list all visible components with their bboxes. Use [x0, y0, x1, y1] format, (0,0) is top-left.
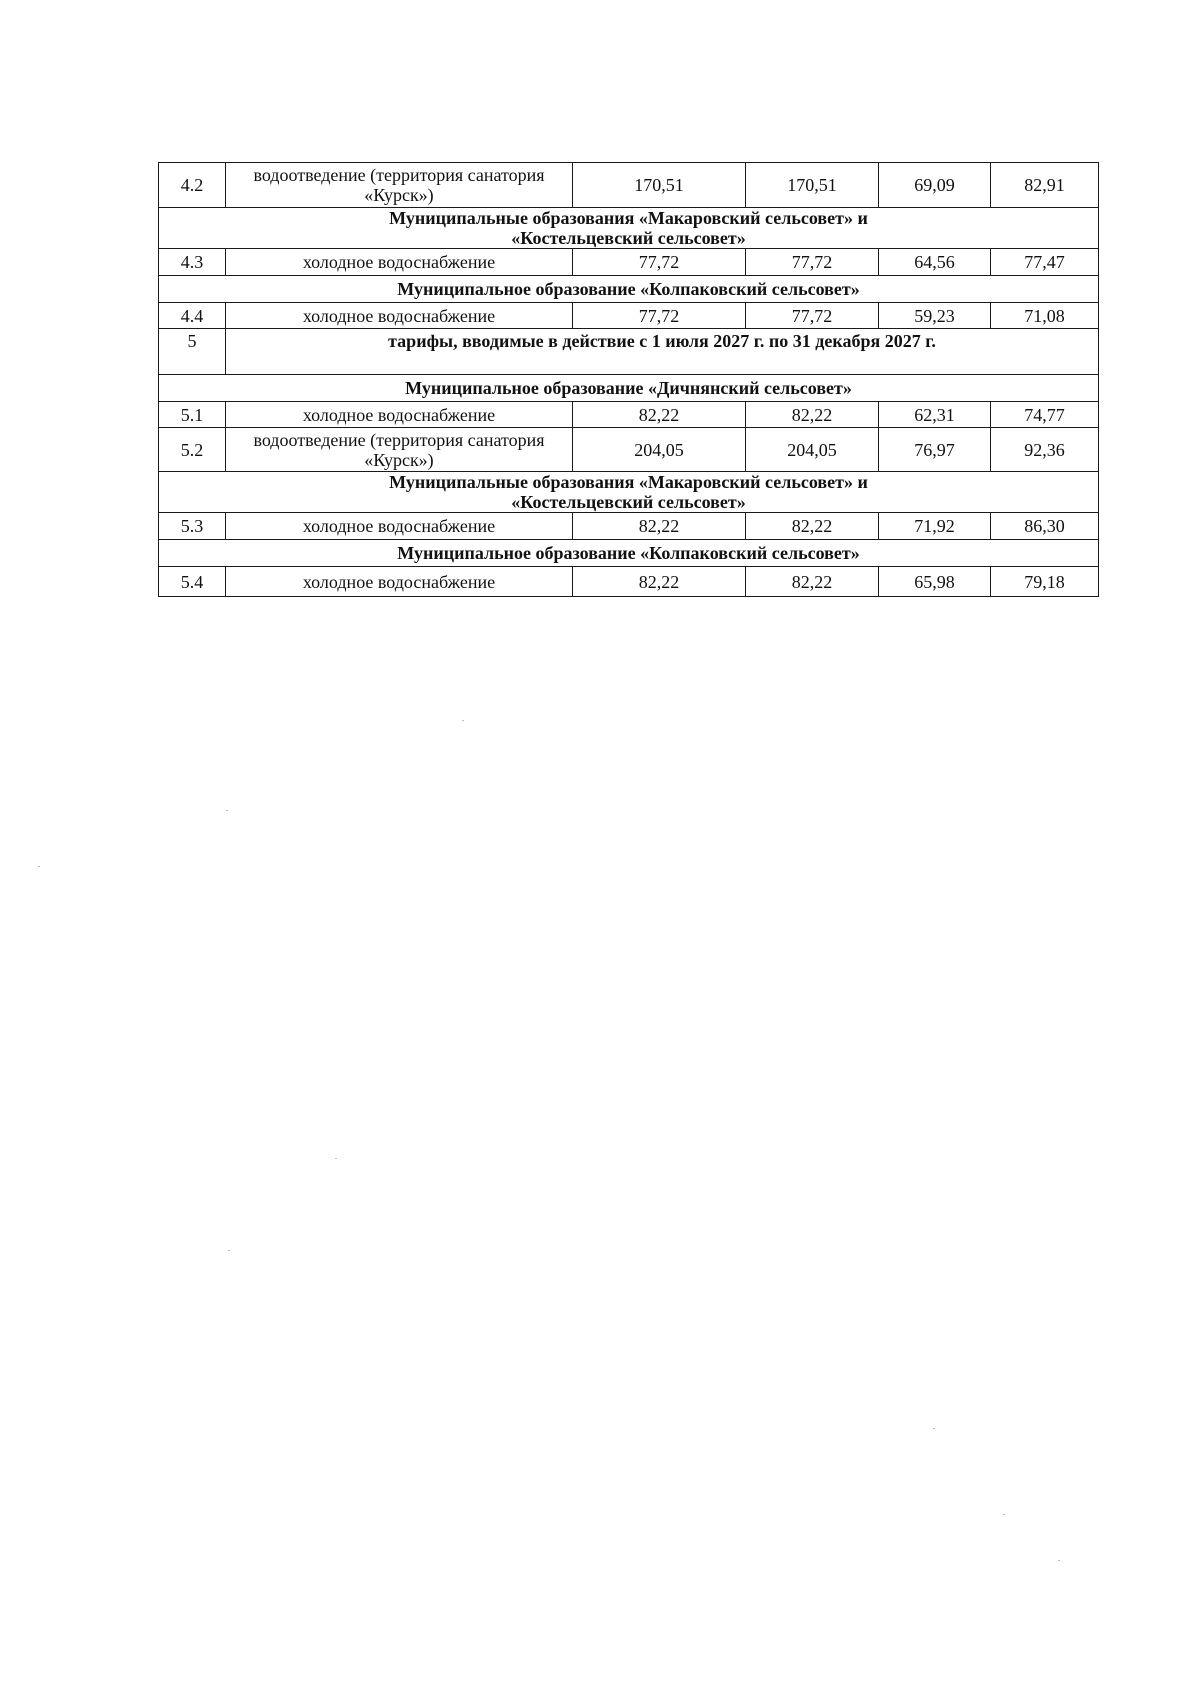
municipality-header-row — [159, 208, 1099, 249]
value-cell: 64,56 — [879, 249, 991, 276]
scan-speck — [1003, 1514, 1005, 1515]
section-row — [159, 329, 1099, 375]
section-title: тарифы, вводимые в действие с 1 июля 2027 г. по 31 декабря 2027 г. — [226, 329, 1099, 375]
row-number: 5.4 — [159, 567, 226, 597]
value-cell: 77,72 — [746, 303, 879, 329]
value-cell: 170,51 — [746, 163, 879, 208]
value-cell: 82,91 — [991, 163, 1099, 208]
value-cell: 170,51 — [573, 163, 746, 208]
municipality-header-line: «Костельцевский сельсовет» — [511, 492, 746, 512]
tariff-table — [158, 162, 1099, 597]
value-cell: 71,92 — [879, 513, 991, 540]
value-cell: 77,72 — [573, 249, 746, 276]
value-cell: 86,30 — [991, 513, 1099, 540]
municipality-header — [159, 208, 1099, 249]
service-name: холодное водоснабжение — [226, 567, 573, 597]
value-cell: 82,22 — [573, 513, 746, 540]
municipality-header-row — [159, 276, 1099, 303]
municipality-header-line: Муниципальное образование «Дичнянский сельсовет» — [405, 378, 852, 398]
scan-speck — [1058, 1560, 1060, 1561]
value-cell: 59,23 — [879, 303, 991, 329]
value-cell: 204,05 — [746, 428, 879, 472]
scan-speck — [462, 720, 464, 721]
scan-speck — [228, 1250, 230, 1251]
value-cell: 77,72 — [746, 249, 879, 276]
table-row — [159, 303, 1099, 329]
municipality-header-line: «Костельцевский сельсовет» — [511, 228, 746, 248]
scan-speck — [933, 1428, 935, 1429]
service-name: холодное водоснабжение — [226, 249, 573, 276]
service-name: холодное водоснабжение — [226, 303, 573, 329]
value-cell: 71,08 — [991, 303, 1099, 329]
municipality-header-row — [159, 375, 1099, 402]
table-row — [159, 513, 1099, 540]
service-name: холодное водоснабжение — [226, 513, 573, 540]
value-cell: 204,05 — [573, 428, 746, 472]
scan-speck — [226, 810, 228, 811]
row-number: 5.1 — [159, 402, 226, 428]
value-cell: 82,22 — [746, 567, 879, 597]
table-row — [159, 249, 1099, 276]
municipality-header — [159, 375, 1099, 402]
value-cell: 76,97 — [879, 428, 991, 472]
value-cell: 82,22 — [746, 513, 879, 540]
service-name: водоотведение (территория санатория «Курск») — [226, 163, 573, 208]
municipality-header-line: Муниципальные образования «Макаровский сельсовет» и — [389, 208, 868, 228]
municipality-header-line: Муниципальные образования «Макаровский сельсовет» и — [389, 472, 868, 492]
row-number: 4.2 — [159, 163, 226, 208]
row-number: 4.3 — [159, 249, 226, 276]
municipality-header — [159, 540, 1099, 567]
municipality-header-line: Муниципальное образование «Колпаковский сельсовет» — [397, 543, 860, 563]
value-cell: 82,22 — [573, 567, 746, 597]
municipality-header-row — [159, 472, 1099, 513]
service-name: холодное водоснабжение — [226, 402, 573, 428]
table-row — [159, 428, 1099, 472]
row-number: 5.3 — [159, 513, 226, 540]
municipality-header-line: Муниципальное образование «Колпаковский сельсовет» — [397, 279, 860, 299]
section-number: 5 — [159, 329, 226, 375]
value-cell: 69,09 — [879, 163, 991, 208]
municipality-header — [159, 472, 1099, 513]
scan-speck — [335, 1158, 337, 1159]
table-row — [159, 402, 1099, 428]
value-cell: 74,77 — [991, 402, 1099, 428]
value-cell: 79,18 — [991, 567, 1099, 597]
scan-speck — [38, 866, 40, 867]
value-cell: 62,31 — [879, 402, 991, 428]
value-cell: 82,22 — [573, 402, 746, 428]
municipality-header-row — [159, 540, 1099, 567]
value-cell: 82,22 — [746, 402, 879, 428]
table-row — [159, 567, 1099, 597]
row-number: 5.2 — [159, 428, 226, 472]
value-cell: 77,72 — [573, 303, 746, 329]
value-cell: 92,36 — [991, 428, 1099, 472]
value-cell: 65,98 — [879, 567, 991, 597]
value-cell: 77,47 — [991, 249, 1099, 276]
service-name: водоотведение (территория санатория «Курск») — [226, 428, 573, 472]
municipality-header — [159, 276, 1099, 303]
table-row — [159, 163, 1099, 208]
row-number: 4.4 — [159, 303, 226, 329]
